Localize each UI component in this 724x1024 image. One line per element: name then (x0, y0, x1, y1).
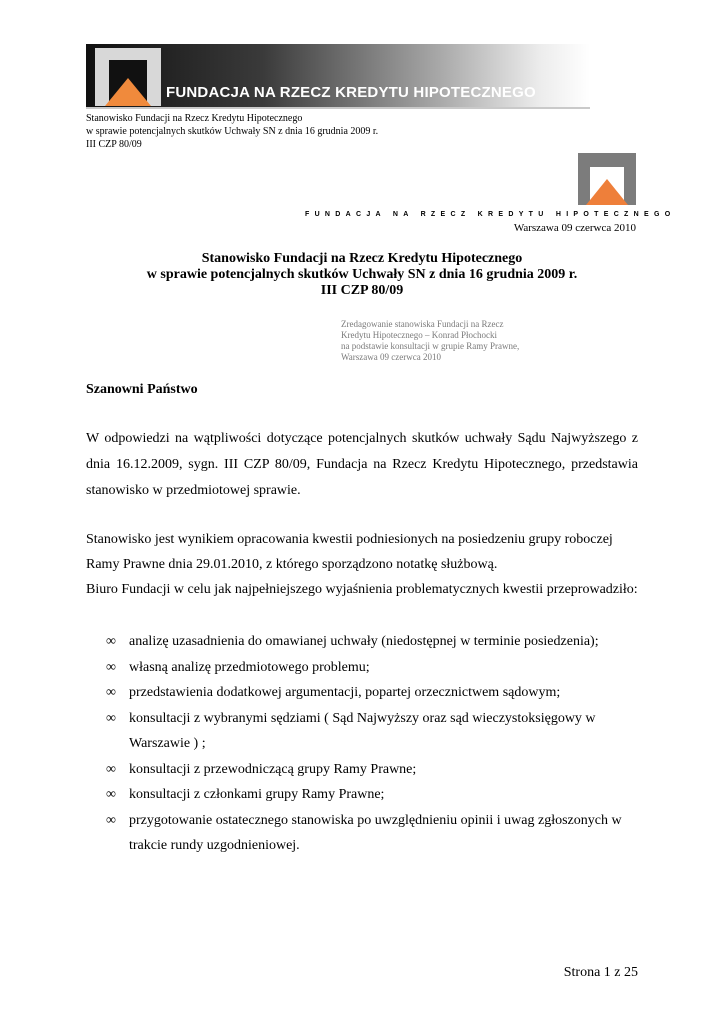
list-item-text: własną analizę przedmiotowego problemu; (129, 659, 370, 675)
editorial-note-line: Kredytu Hipotecznego – Konrad Płochocki (341, 330, 497, 340)
paragraph-intro: W odpowiedzi na wątpliwości dotyczące potencjalnych skutków uchwały Sądu Najwyższego z dnia 16.12.2009, sygn. III CZP 80/09, Fundacja na Rzecz Kredytu Hipotecznego, przedstawia stanowisko w przedmiotowej sprawie. (86, 431, 638, 498)
list-item (106, 808, 641, 859)
list-item (106, 655, 641, 681)
title-line: Stanowisko Fundacji na Rzecz Kredytu Hipotecznego (201, 251, 523, 266)
banner-title: FUNDACJA NA RZECZ KREDYTU HIPOTECZNEGO (166, 84, 536, 101)
greeting: Szanowni Państwo (86, 382, 198, 397)
paragraph-context-sentence: Stanowisko jest wynikiem opracowania kwestii podniesionych na posiedzeniu grupy roboczej Ramy Prawne dnia 29.01.2010, z którego sporządzono notatkę służbową. (86, 532, 613, 572)
document-date: Warszawa 09 czerwca 2010 (513, 222, 636, 234)
list-item (106, 757, 641, 783)
list-item-text: konsultacji z przewodniczącą grupy Ramy Prawne; (129, 761, 417, 777)
page-number: Strona 1 z 25 (563, 965, 638, 980)
foundation-logo-icon (95, 48, 161, 106)
paragraph-context (86, 527, 638, 602)
list-item-text: konsultacji z członkami grupy Ramy Prawne; (129, 787, 385, 802)
infinity-bullet-icon: ∞ (106, 659, 116, 675)
paragraph-context-sentence: Biuro Fundacji w celu jak najpełniejszego wyjaśnienia problematycznych kwestii przeprowadziło: (86, 582, 638, 597)
running-header-line: Stanowisko Fundacji na Rzecz Kredytu Hipotecznego (86, 113, 303, 124)
list-item (106, 706, 641, 757)
list-item (106, 629, 641, 655)
editorial-note-line: Warszawa 09 czerwca 2010 (341, 352, 441, 362)
running-header (86, 112, 378, 151)
running-header-line: III CZP 80/09 (86, 139, 142, 150)
banner-divider (86, 107, 590, 109)
editorial-note-line: Zredagowanie stanowiska Fundacji na Rzecz (341, 319, 504, 329)
list-item-text: przedstawienia dodatkowej argumentacji, popartej orzecznictwem sądowym; (129, 685, 561, 700)
list-item-text: analizę uzasadnienia do omawianej uchwały (niedostępnej w terminie posiedzenia); (129, 634, 599, 649)
list-item-text: przygotowanie ostatecznego stanowiska po uwzględnieniu opinii i uwag zgłoszonych w trakcie rundy uzgodnieniowej. (129, 812, 622, 853)
logo-caption: FUNDACJA NA RZECZ KREDYTU HIPOTECZNEGO (305, 211, 676, 218)
infinity-bullet-icon: ∞ (106, 787, 116, 802)
foundation-logo-icon-secondary (578, 153, 636, 205)
list-item-text: konsultacji z wybranymi sędziami ( Sąd Najwyższy oraz sąd wieczystoksięgowy w Warszawie ) ; (129, 710, 596, 751)
infinity-bullet-icon: ∞ (106, 685, 116, 700)
infinity-bullet-icon: ∞ (106, 761, 116, 777)
infinity-bullet-icon: ∞ (106, 710, 116, 726)
infinity-bullet-icon: ∞ (106, 634, 116, 649)
title-line: III CZP 80/09 (320, 283, 404, 298)
list-item (106, 680, 641, 706)
title-line: w sprawie potencjalnych skutków Uchwały SN z dnia 16 grudnia 2009 r. (146, 267, 578, 282)
list-item (106, 782, 641, 808)
running-header-line: w sprawie potencjalnych skutków Uchwały SN z dnia 16 grudnia 2009 r. (86, 126, 379, 137)
editorial-note-line: na podstawie konsultacji w grupie Ramy Prawne, (341, 341, 520, 351)
actions-list (106, 629, 641, 859)
editorial-note (341, 319, 581, 363)
infinity-bullet-icon: ∞ (106, 812, 116, 828)
document-title (86, 251, 638, 299)
